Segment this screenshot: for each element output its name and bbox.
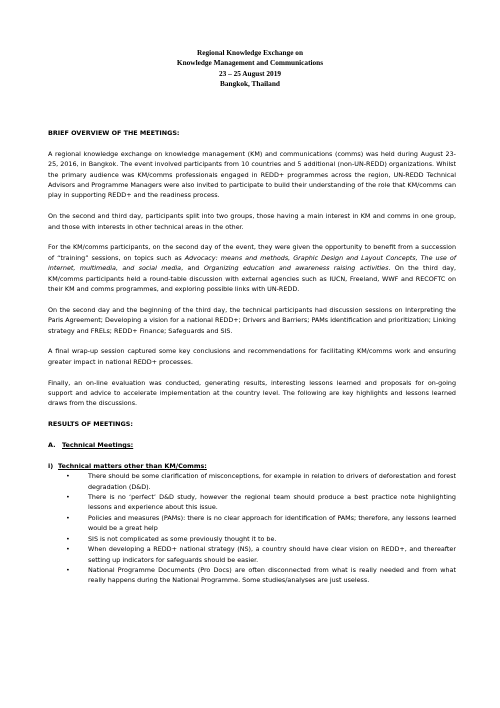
list-item: [66, 492, 456, 513]
list-item-text: There is no ‘perfect’ D&D study, however the regional team should produce a best practice note highlighting lessons and experience about this issue.: [88, 493, 456, 512]
bullet-icon: •: [66, 493, 70, 502]
paragraph: On the second day and the beginning of the third day, the technical participants had discussion sessions on Interpreting the Paris Agreement; Developing a vision for a national REDD+; Drivers and Barriers; PAMs identification and prioritization; Linking strategy and FRELs; REDD+ Finance; Safeguards and SIS.: [48, 305, 456, 335]
list-item-text: SIS is not complicated as some previously thought it to be.: [88, 534, 277, 543]
title-line: Knowledge Management and Communications: [176, 58, 324, 68]
list-item: [66, 544, 456, 565]
section-number: A.: [48, 441, 56, 450]
list-item-text: National Programme Documents (Pro Docs) are often disconnected from what is really needed and from what really happens during the National Programme. Some studies/analyses are just useless.: [88, 565, 456, 585]
document-title: [0, 48, 500, 89]
list-item-text: When developing a REDD+ national strategy (NS), a country should have clear vision on REDD+, and thereafter setting up indicators for safeguards should be easier.: [88, 545, 456, 564]
km-text: . On the third day, KM/comms participants held a round-table discussion with external agencies such as IUCN, Freeland, WWF and RECOFTC on their KM and comms programmes, and exploring possible links with UN-REDD.: [48, 264, 457, 294]
section-a-heading: [48, 440, 456, 450]
km-text: , and: [181, 264, 204, 273]
results-heading: RESULTS OF MEETINGS:: [48, 420, 133, 429]
document-body: [48, 128, 456, 586]
title-line: 23 – 25 August 2019: [218, 68, 282, 78]
list-item-text: Policies and measures (PAMs): there is no clear approach for identification of PAMs; therefore, any lessons learned would be a great help: [88, 513, 456, 533]
title-line: Bangkok, Thailand: [220, 78, 280, 88]
bullet-icon: •: [66, 565, 70, 574]
paragraph: A regional knowledge exchange on knowledge management (KM) and communications (comms) was held during August 23-25, 2016, in Bangkok. The event involved participants from 10 countries and 5 additional (non-UN-REDD) organizations. Whilst the primary audience was KM/comms professionals engaged in REDD+ programmes across the region, UN-REDD Technical Advisors and Programme Managers were also invited to participate to build their understanding of the role that KM/comms can play in supporting REDD+ and the readiness process.: [48, 149, 456, 200]
paragraph: On the second and third day, participants split into two groups, those having a main interest in KM and comms in one group, and those with interests in other technical areas in the other.: [48, 212, 456, 231]
section-i-heading: [48, 461, 456, 471]
km-topic: Organizing education and awareness raising activities: [203, 264, 389, 273]
paragraph: Finally, an on-line evaluation was conducted, generating results, interesting lessons learned and proposals for on-going support and advice to accelerate implementation at the country level. The following are key highlights and lessons learned draws from the discussions.: [48, 378, 456, 408]
list-item: [66, 513, 456, 534]
title-line: Regional Knowledge Exchange on: [196, 48, 303, 57]
list-item: [66, 565, 456, 586]
list-item: [66, 471, 456, 492]
bullet-list: [48, 471, 456, 585]
bullet-icon: •: [66, 513, 70, 522]
bullet-icon: •: [66, 534, 70, 543]
km-text: For the KM/comms participants, on the second day of the event, they were given the opportunity to benefit from a succession of “training” sessions, on topics such as: [48, 243, 456, 262]
bullet-icon: •: [66, 472, 70, 481]
list-item: [66, 534, 456, 544]
km-paragraph: [48, 242, 456, 294]
paragraph: A final wrap-up session captured some key conclusions and recommendations for facilitating KM/comms work and ensuring greater impact in national REDD+ processes.: [48, 347, 456, 366]
section-number: i): [48, 461, 54, 470]
section-label: Technical Meetings:: [62, 441, 134, 450]
list-item-text: There should be some clarification of misconceptions, for example in relation to drivers of deforestation and forest degradation (D&D).: [88, 472, 456, 491]
overview-heading: BRIEF OVERVIEW OF THE MEETINGS:: [48, 129, 180, 137]
bullet-icon: •: [66, 545, 70, 554]
section-label: Technical matters other than KM/Comms:: [58, 461, 207, 470]
km-topics: Advocacy: means and methods, Graphic Design and Layout Concepts, The use of internet, multimedia, and social media: [48, 253, 456, 273]
